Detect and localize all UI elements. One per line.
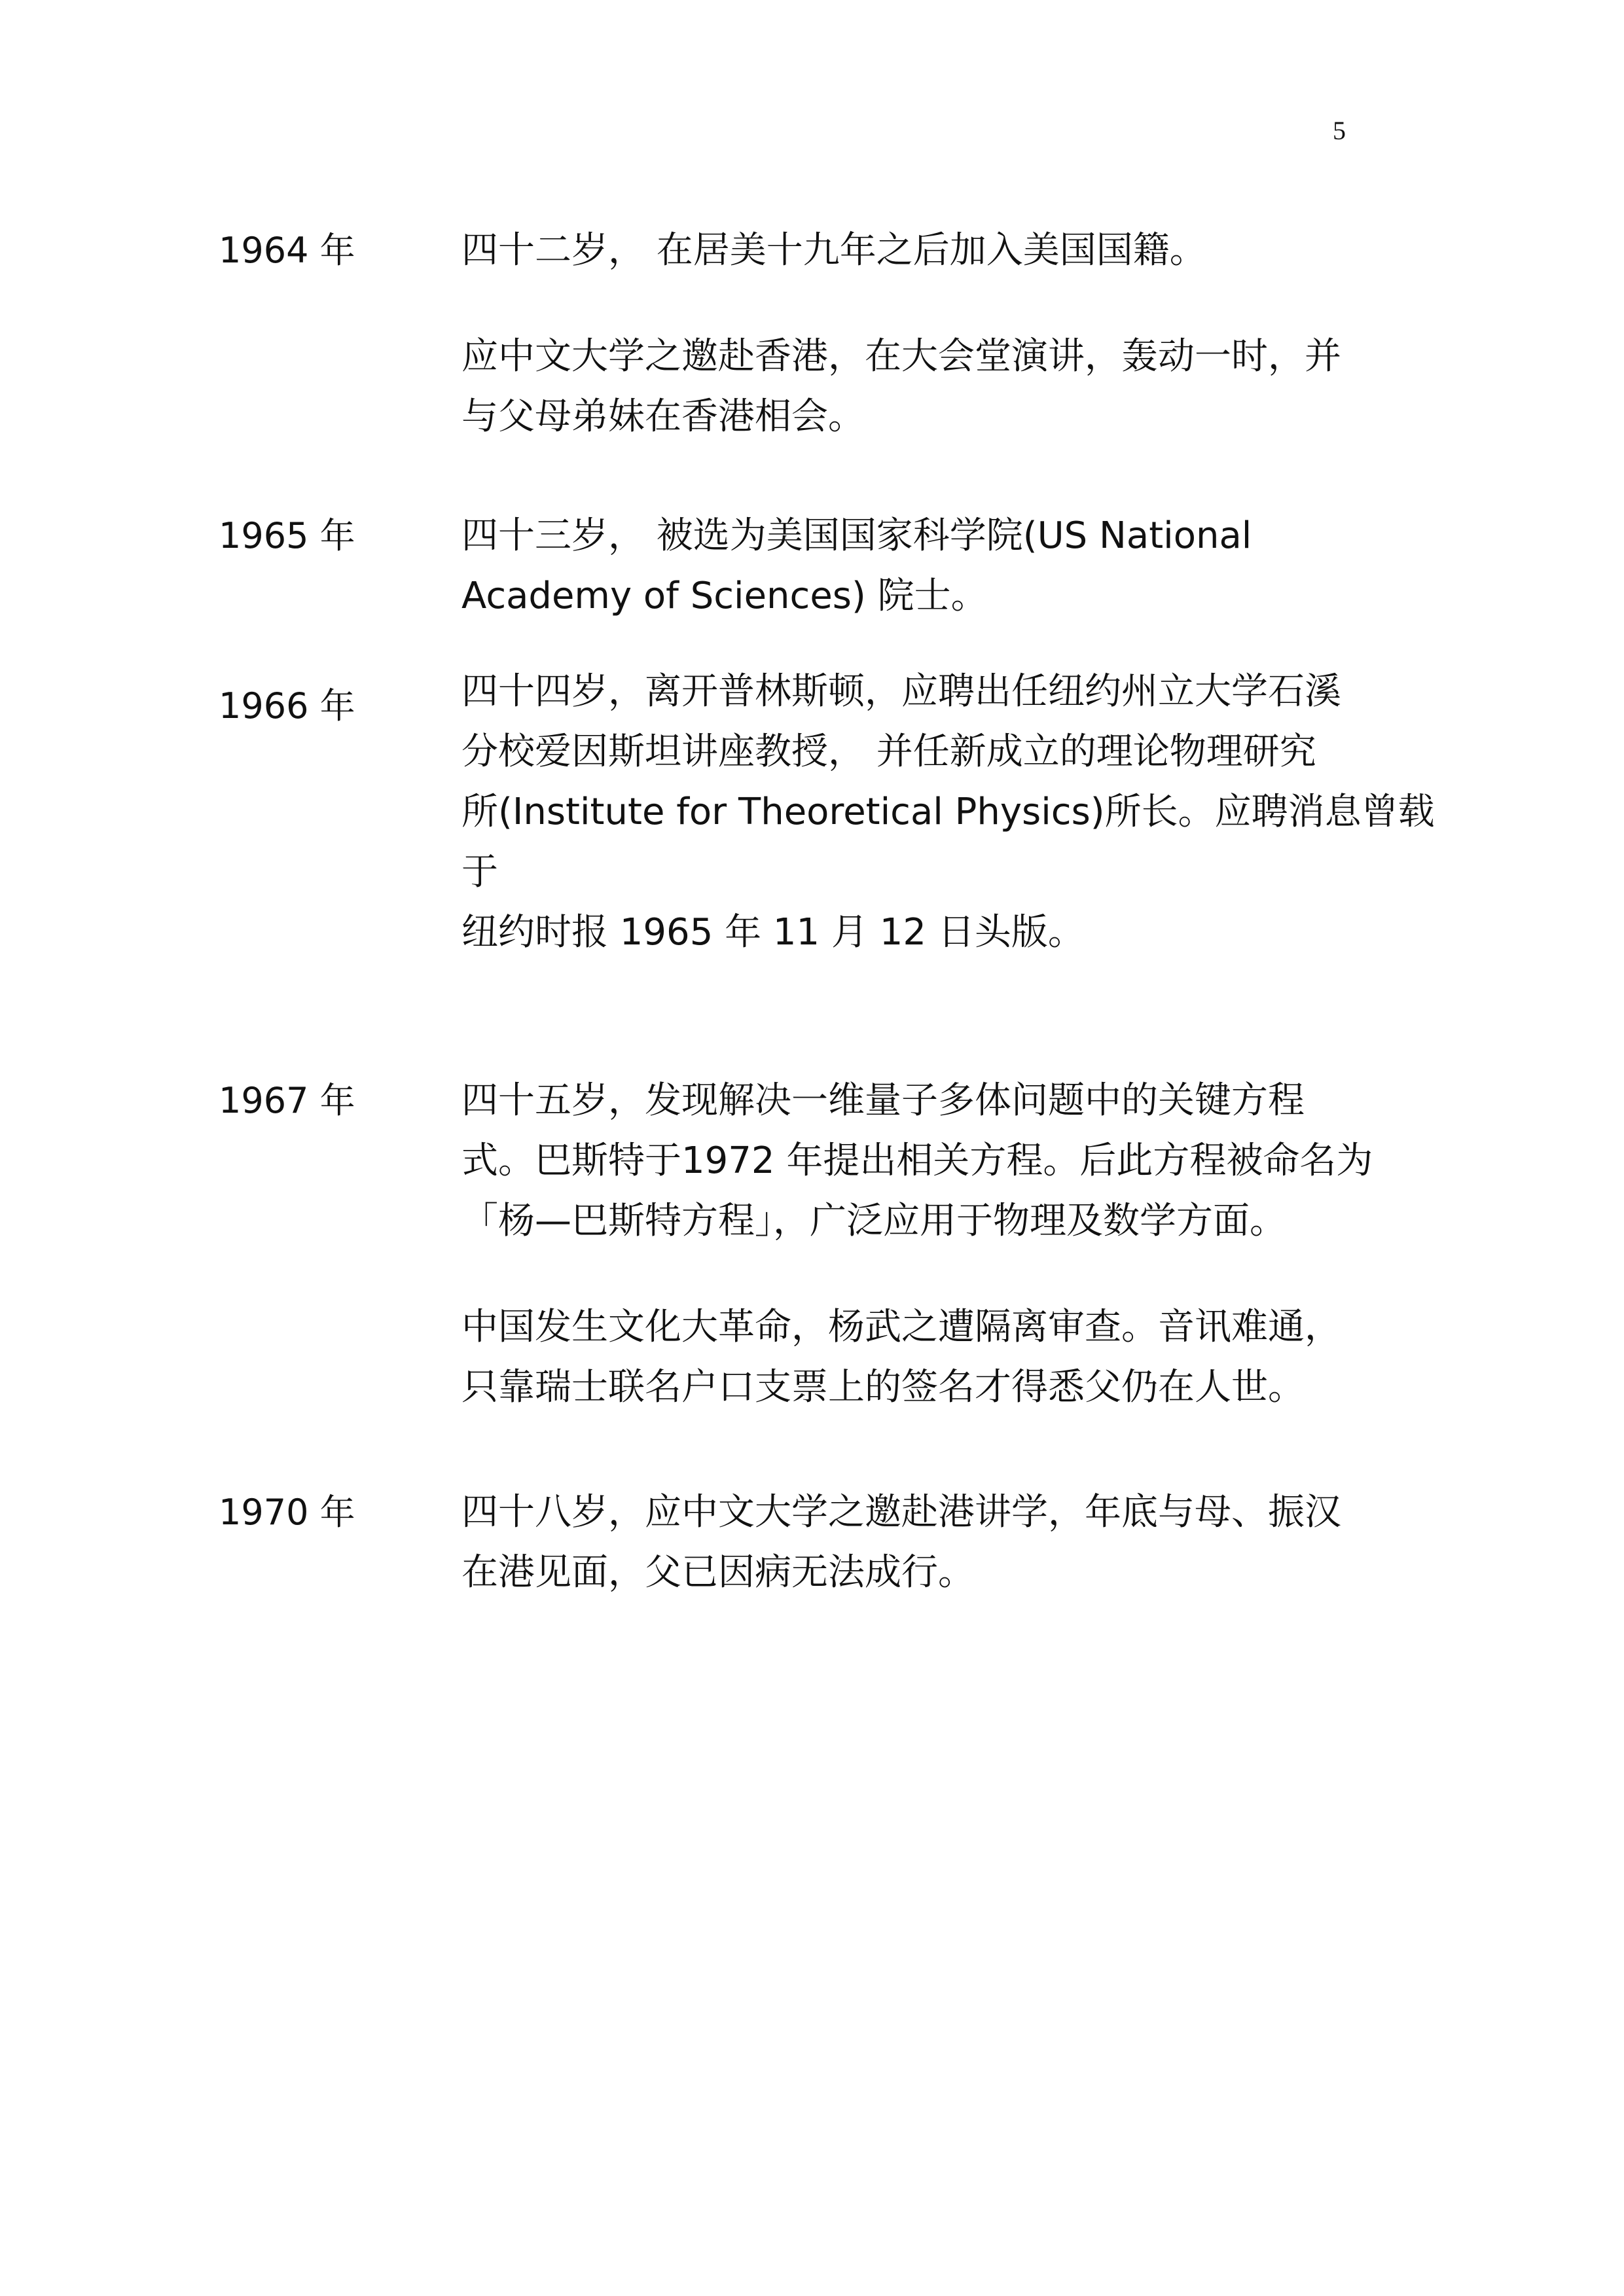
entry-body (461, 506, 1447, 626)
entry-year: 1964 年 (219, 230, 355, 271)
entry-body (461, 662, 1447, 963)
entry-paragraph: 应中文大学之邀赴香港，在大会堂演讲，轰动一时，并 与父母弟妹在香港相会。 (461, 335, 1341, 438)
entry-paragraph: 四十三岁， 被选为美国国家科学院(US National Academy of Sciences) 院士。 (461, 514, 1252, 617)
entry-year: 1965 年 (219, 515, 355, 556)
entry-paragraph: 四十五岁，发现解决一维量子多体问题中的关键方程 式。巴斯特于1972 年提出相关方程。后此方程被命名为 「杨—巴斯特方程」，广泛应用于物理及数学方面。 (461, 1079, 1373, 1242)
entry-body (461, 1071, 1447, 1418)
entry-paragraph: 四十二岁， 在居美十九年之后加入美国国籍。 (461, 229, 1206, 272)
page-number: 5 (1333, 116, 1346, 145)
entry-paragraph: 四十四岁，离开普林斯顿，应聘出任纽约州立大学石溪 分校爱因斯坦讲座教授， 并任新成立的理论物理研究 所(Institute for Theoretical Physics)所长。应聘消息曾载于 纽约时报 1965 年 11 月 12 日头版。 (461, 670, 1435, 954)
entry-year: 1966 年 (219, 685, 355, 726)
entry-body (461, 1482, 1447, 1603)
entry-body (461, 221, 1447, 447)
entry-paragraph: 中国发生文化大革命，杨武之遭隔离审查。音讯难通， 只靠瑞士联名户口支票上的签名才得悉父仍在人世。 (461, 1306, 1341, 1408)
entry-paragraph: 四十八岁，应中文大学之邀赴港讲学，年底与母、振汉 在港见面，父已因病无法成行。 (461, 1491, 1341, 1594)
entry-year: 1970 年 (219, 1492, 355, 1533)
entry-year: 1967 年 (219, 1080, 355, 1121)
